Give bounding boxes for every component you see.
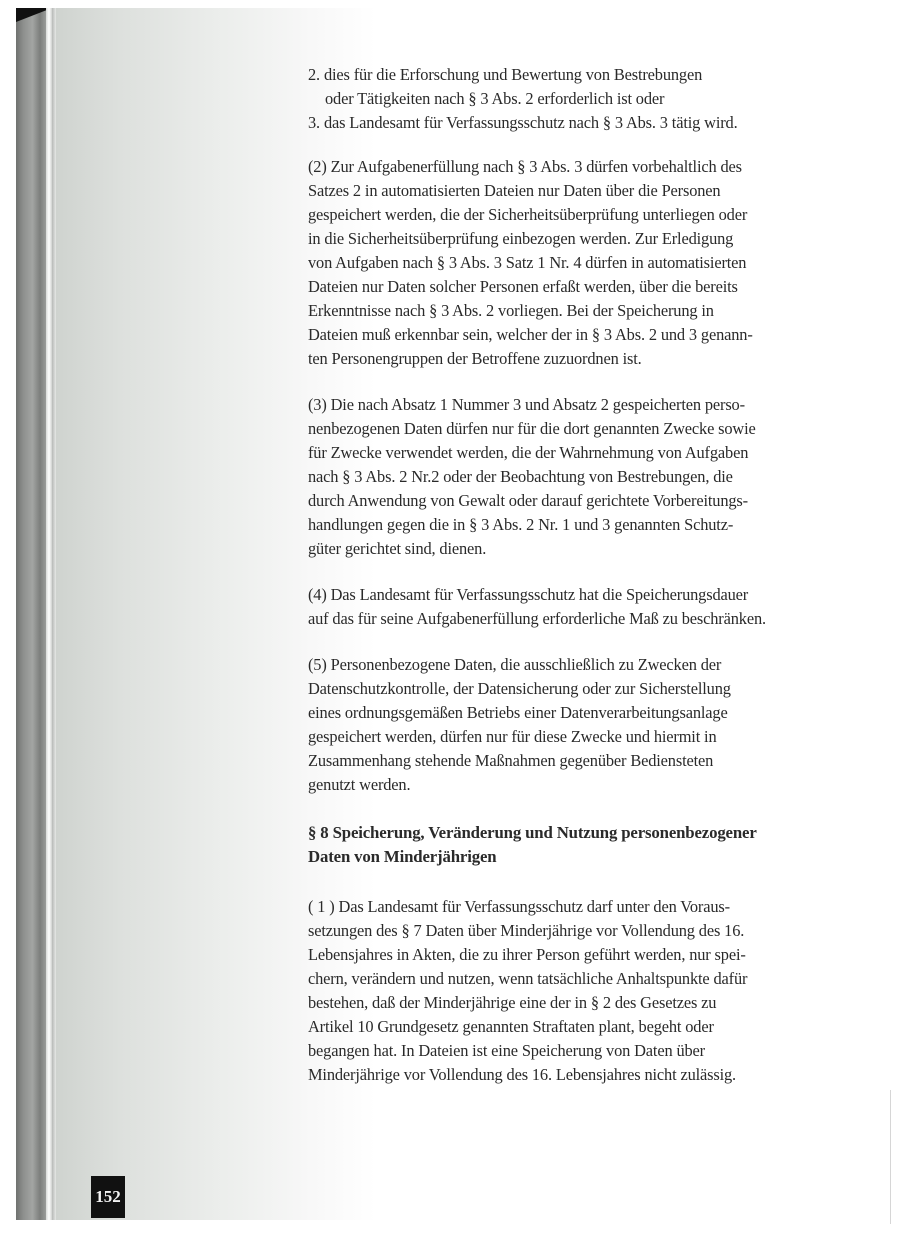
scan-bottom-margin: [0, 1220, 900, 1234]
list-item-2-cont: oder Tätigkeiten nach § 3 Abs. 2 erforderlich ist oder: [325, 89, 665, 108]
text-line: von Aufgaben nach § 3 Abs. 3 Satz 1 Nr. 4 dürfen in automatisierten: [308, 253, 747, 272]
text-line: Dateien nur Daten solcher Personen erfaßt werden, über die bereits: [308, 277, 738, 296]
text-line: nenbezogenen Daten dürfen nur für die dort genannten Zwecke sowie: [308, 419, 756, 438]
page-body: [308, 63, 848, 1109]
text-line: (4) Das Landesamt für Verfassungsschutz hat die Speicherungsdauer: [308, 585, 749, 604]
text-line: nach § 3 Abs. 2 Nr.2 oder der Beobachtung von Bestrebungen, die: [308, 467, 733, 486]
heading-line: Daten von Minderjährigen: [308, 847, 497, 866]
text-line: Dateien muß erkennbar sein, welcher der in § 3 Abs. 2 und 3 genann-: [308, 325, 753, 344]
text-line: Zusammenhang stehende Maßnahmen gegenüber Bediensteten: [308, 751, 714, 770]
list-continuation: [308, 63, 848, 135]
text-line: eines ordnungsgemäßen Betriebs einer Datenverarbeitungsanlage: [308, 703, 728, 722]
text-line: ( 1 ) Das Landesamt für Verfassungsschutz darf unter den Voraus-: [308, 897, 730, 916]
text-line: Minderjährige vor Vollendung des 16. Lebensjahres nicht zulässig.: [308, 1065, 737, 1084]
text-line: ten Personengruppen der Betroffene zuzuordnen ist.: [308, 349, 642, 368]
text-line: gespeichert werden, dürfen nur für diese Zwecke und hiermit in: [308, 727, 717, 746]
scan-top-margin: [0, 0, 900, 8]
book-binding-edge: [16, 8, 46, 1228]
text-line: für Zwecke verwendet werden, die der Wahrnehmung von Aufgaben: [308, 443, 749, 462]
page-number: 152: [91, 1176, 125, 1218]
text-line: chern, verändern und nutzen, wenn tatsächliche Anhaltspunkte dafür: [308, 969, 748, 988]
paragraph-2: [308, 155, 848, 371]
text-line: Satzes 2 in automatisierten Dateien nur Daten über die Personen: [308, 181, 721, 200]
page-right-edge: [890, 1090, 891, 1224]
text-line: handlungen gegen die in § 3 Abs. 2 Nr. 1 und 3 genannten Schutz-: [308, 515, 734, 534]
heading-line: § 8 Speicherung, Veränderung und Nutzung personenbezogener: [308, 823, 757, 842]
text-line: Artikel 10 Grundgesetz genannten Straftaten plant, begeht oder: [308, 1017, 714, 1036]
paragraph-5: [308, 653, 848, 797]
list-item-2: 2. dies für die Erforschung und Bewertung von Bestrebungen: [308, 65, 703, 84]
text-line: gespeichert werden, die der Sicherheitsüberprüfung unterliegen oder: [308, 205, 748, 224]
text-line: bestehen, daß der Minderjährige eine der in § 2 des Gesetzes zu: [308, 993, 717, 1012]
section-8-heading: [308, 821, 848, 869]
text-line: (2) Zur Aufgabenerfüllung nach § 3 Abs. 3 dürfen vorbehaltlich des: [308, 157, 742, 176]
list-item-3: 3. das Landesamt für Verfassungsschutz nach § 3 Abs. 3 tätig wird.: [308, 113, 738, 132]
text-line: (5) Personenbezogene Daten, die ausschließlich zu Zwecken der: [308, 655, 722, 674]
scan-left-margin: [0, 0, 16, 1234]
paragraph-4: [308, 583, 848, 631]
text-line: Datenschutzkontrolle, der Datensicherung oder zur Sicherstellung: [308, 679, 731, 698]
text-line: begangen hat. In Dateien ist eine Speicherung von Daten über: [308, 1041, 705, 1060]
text-line: in die Sicherheitsüberprüfung einbezogen werden. Zur Erledigung: [308, 229, 734, 248]
text-line: durch Anwendung von Gewalt oder darauf gerichtete Vorbereitungs-: [308, 491, 748, 510]
text-line: (3) Die nach Absatz 1 Nummer 3 und Absatz 2 gespeicherten perso-: [308, 395, 745, 414]
text-line: setzungen des § 7 Daten über Minderjährige vor Vollendung des 16.: [308, 921, 745, 940]
paragraph-3: [308, 393, 848, 561]
text-line: Erkenntnisse nach § 3 Abs. 2 vorliegen. Bei der Speicherung in: [308, 301, 714, 320]
section-8-paragraph-1: [308, 895, 848, 1087]
text-line: genutzt werden.: [308, 775, 411, 794]
text-line: güter gerichtet sind, dienen.: [308, 539, 487, 558]
text-line: Lebensjahres in Akten, die zu ihrer Person geführt werden, nur spei-: [308, 945, 746, 964]
text-line: auf das für seine Aufgabenerfüllung erforderliche Maß zu beschränken.: [308, 609, 766, 628]
